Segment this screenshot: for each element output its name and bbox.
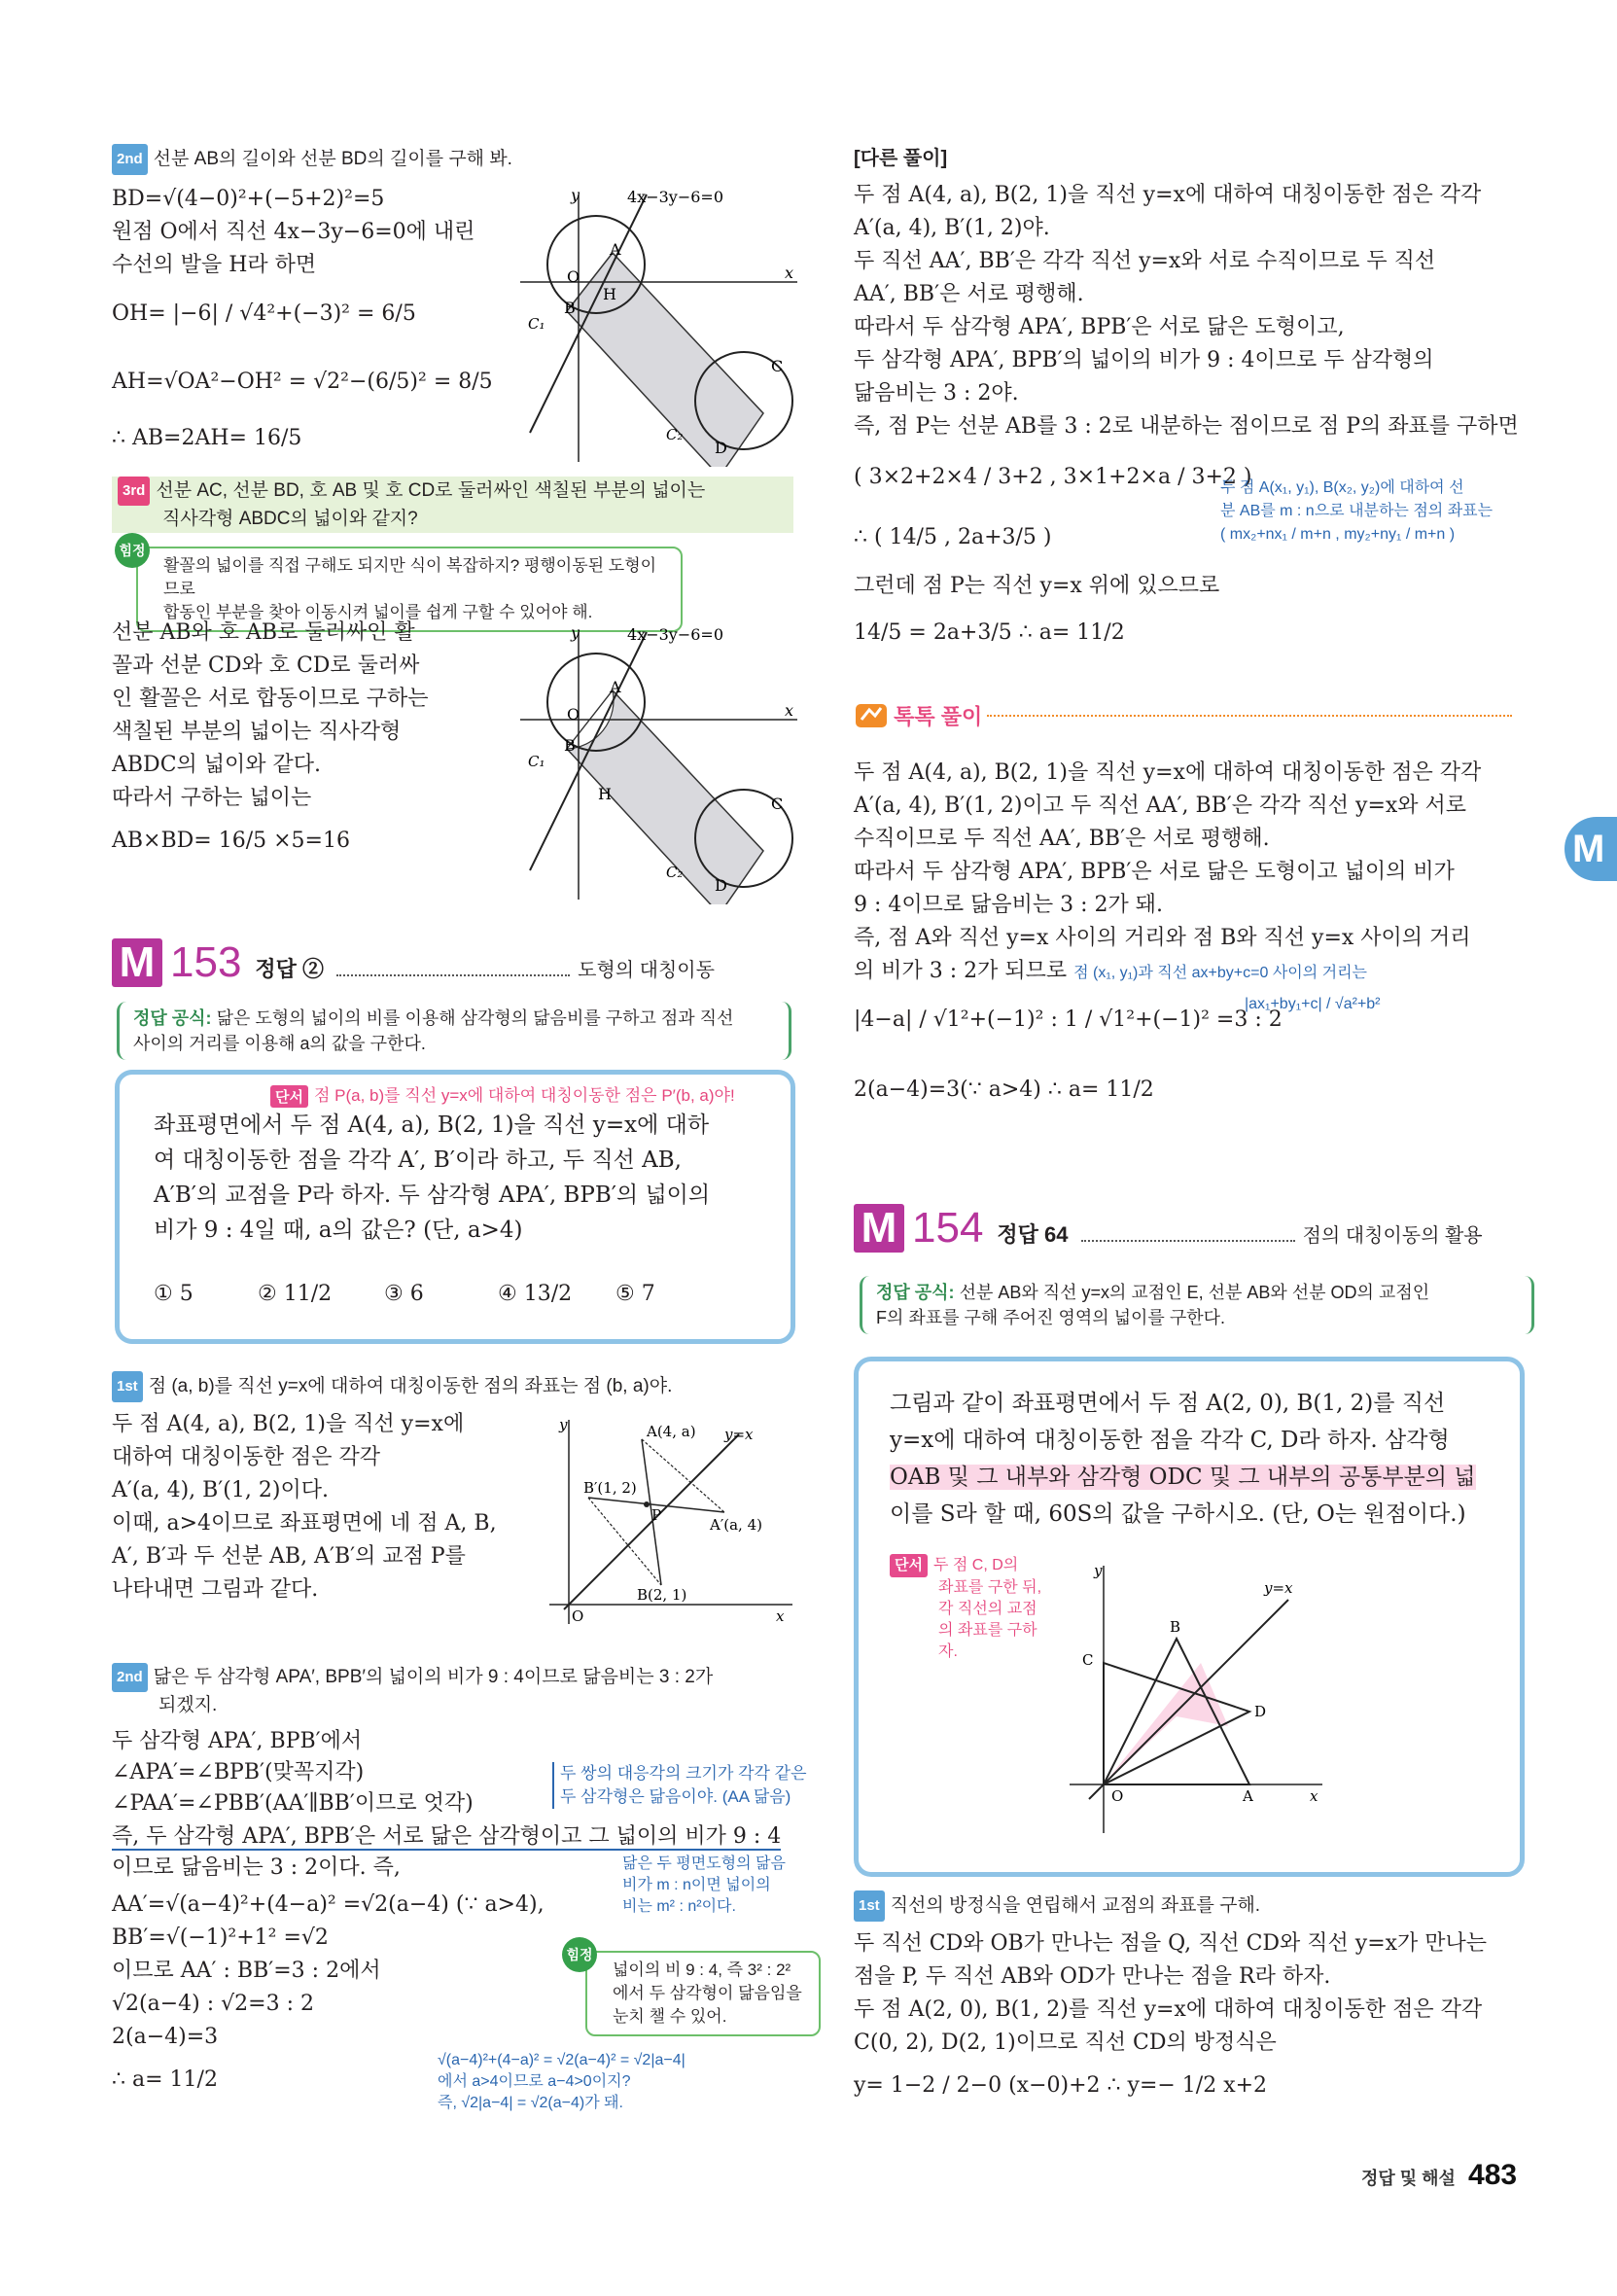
note-text: 두 점 A(x₁, y₁), B(x₂, y₂)에 대하여 선 (1220, 479, 1464, 496)
note-text: 비는 m² : n²이다. (622, 1898, 736, 1915)
hint-text: 눈치 챌 수 있어. (613, 2007, 727, 2026)
circle-label-c2: C₂ (666, 426, 684, 443)
underlined-text: 즉, 두 삼각형 APA′, BPB′은 서로 닮은 삼각형이고 그 넓이의 비가 9 : 4 (112, 1824, 782, 1849)
hint-text: 넓이의 비 9 : 4, 즉 3² : 2² (613, 1960, 791, 1979)
note-text: 분 AB를 m : n으로 내분하는 점의 좌표는 (1220, 503, 1494, 519)
text-line: 두 삼각형 APA′, BPB′의 넓이의 비가 9 : 4이므로 두 삼각형의 (854, 348, 1434, 372)
text-line: 꼴과 선분 CD와 호 CD로 둘러싸 (112, 653, 420, 678)
text-line: 따라서 구하는 넓이는 (112, 786, 312, 810)
problem-header-154 (854, 1204, 1525, 1256)
step-title-text: 닮은 두 삼각형 APA′, BPB′의 넓이의 비가 9 : 4이므로 닮음비는 3 : 2가 (153, 1667, 714, 1688)
text-line: C(0, 2), D(2, 1)이므로 직선 CD의 방정식은 (854, 2031, 1277, 2055)
step-title-text: 직선의 방정식을 연립해서 교점의 좌표를 구해. (890, 1895, 1261, 1917)
circle-label-c1: C₁ (528, 753, 545, 770)
formula-text: 사이의 거리를 이용해 a의 값을 구한다. (133, 1034, 426, 1053)
question-line: 그림과 같이 좌표평면에서 두 점 A(2, 0), B(1, 2)를 직선 (890, 1391, 1446, 1416)
tok-title: 톡톡 풀이 (894, 704, 983, 729)
point-label-d: D (1254, 1703, 1267, 1720)
step-title-text: 선분 AB의 길이와 선분 BD의 길이를 구해 봐. (153, 149, 512, 170)
clue-badge: 단서 (890, 1554, 928, 1577)
figure-triangles (1055, 1556, 1327, 1848)
hint-box (585, 1951, 821, 2036)
line-label: y=x (724, 1426, 754, 1443)
point-label-a: A (610, 678, 621, 696)
formula-line: 2(a−4)=3 (112, 2025, 219, 2049)
step-title-text: 되겠지. (158, 1695, 218, 1715)
point-label-h: H (598, 785, 612, 803)
axis-label-x: x (785, 701, 794, 720)
leader-dots (1081, 1240, 1295, 1242)
shaded-rectangle (567, 253, 763, 467)
formula-line: y= 1−2 / 2−0 (x−0)+2 ∴ y=− 1/2 x+2 (854, 2073, 1268, 2098)
text-line: ABDC의 넓이와 같다. (112, 753, 322, 777)
axis-label-y: y (559, 1416, 568, 1433)
point-label-b: B (564, 736, 576, 755)
step-1st-title (854, 1890, 1260, 1922)
text-line: 닮음비는 3 : 2야. (854, 381, 1019, 406)
text-line: 두 직선 CD와 OB가 만나는 점을 Q, 직선 CD와 직선 y=x가 만나는 (854, 1931, 1488, 1956)
formula-line: AA′=√(a−4)²+(4−a)² =√2(a−4) (∵ a>4), (112, 1892, 545, 1917)
text-line: 9 : 4이므로 닮음비는 3 : 2가 돼. (854, 893, 1164, 917)
formula-text: 닮은 도형의 넓이의 비를 이용해 삼각형의 닮음비를 구하고 점과 직선 (216, 1008, 734, 1028)
line-label: 4x−3y−6=0 (627, 188, 723, 206)
point-label-b: B (1170, 1618, 1181, 1636)
problem-logo: M (112, 938, 162, 987)
page-footer (1361, 2159, 1517, 2192)
problem-number: 154 (912, 1204, 984, 1252)
formula-text: 선분 AB와 직선 y=x의 교점인 E, 선분 AB와 선분 OD의 교점인 (959, 1283, 1430, 1302)
point-label-b: B(2, 1) (637, 1586, 687, 1604)
side-note (438, 2050, 685, 2114)
text-line: 선분 AB와 호 AB로 둘러싸인 활 (112, 620, 415, 645)
text-segment: 의 비가 3 : 2가 되므로 (854, 959, 1068, 983)
question-line (890, 1463, 1476, 1492)
problem-header-153 (112, 938, 788, 991)
text-line: AA′, BB′은 서로 평행해. (854, 282, 1084, 306)
note-text: |ax₁+by₁+c| / √a²+b² (1245, 996, 1381, 1012)
choice-4[interactable]: ④ 13/2 (498, 1282, 573, 1306)
text-line: A′, B′과 두 선분 AB, A′B′의 교점 P를 (112, 1544, 466, 1569)
tok-divider (987, 715, 1512, 717)
text-line: A′(a, 4), B′(1, 2)야. (854, 216, 1050, 240)
question-line: 비가 9 : 4일 때, a의 값은? (단, a>4) (154, 1218, 523, 1243)
line-y-equals-x (1089, 1600, 1288, 1799)
question-line: 여 대칭이동한 점을 각각 A′, B′이라 하고, 두 직선 AB, (154, 1148, 682, 1173)
step-3rd-title (112, 477, 793, 533)
formula-line: ( 3×2+2×4 / 3+2 , 3×1+2×a / 3+2 ) (854, 465, 1252, 489)
clue-line (270, 1081, 735, 1108)
point-label-b-prime: B′(1, 2) (583, 1479, 637, 1497)
formula-line: BB′=√(−1)²+1² =√2 (112, 1925, 329, 1950)
note-text: 에서 a>4이므로 a−4>0이지? (438, 2073, 631, 2090)
clue-text: 각 직선의 교점 (938, 1601, 1037, 1617)
hint-badge: 힘정 (562, 1937, 597, 1972)
choice-2[interactable]: ② 11/2 (258, 1282, 333, 1306)
note-text: 비가 m : n이면 넓이의 (622, 1877, 771, 1893)
text-line: ∠PAA′=∠PBB′(AA′∥BB′이므로 엇각) (112, 1791, 474, 1816)
note-text: 즉, √2|a−4| = √2(a−4)가 돼. (438, 2095, 623, 2111)
hint-text: 합동인 부분을 찾아 이동시켜 넓이를 쉽게 구할 수 있어야 해. (163, 603, 593, 621)
text-line: 두 직선 AA′, BB′은 각각 직선 y=x와 서로 수직이므로 두 직선 (854, 249, 1436, 273)
formula-box (860, 1276, 1534, 1334)
text-line: A′(a, 4), B′(1, 2)이다. (112, 1478, 329, 1502)
point-label-o: O (567, 705, 580, 724)
note-text: 닮은 두 평면도형의 닮음 (622, 1855, 786, 1872)
text-line: 원점 O에서 직선 4x−3y−6=0에 내린 (112, 220, 475, 244)
answer-formula: ∴ a= 11/2 (112, 2067, 218, 2092)
text-line: 따라서 두 삼각형 APA′, BPB′은 서로 닮은 도형이고 넓이의 비가 (854, 860, 1455, 884)
answer-formula: 2(a−4)=3(∵ a>4) ∴ a= 11/2 (854, 1077, 1154, 1102)
formula-label: 정답 공식: (876, 1283, 955, 1302)
line-label: 4x−3y−6=0 (627, 625, 723, 644)
point-label-o: O (567, 267, 580, 286)
point-label-c: C (1082, 1651, 1094, 1669)
choice-5[interactable]: ⑤ 7 (615, 1282, 655, 1306)
axis-label-y: y (1094, 1562, 1103, 1579)
side-note (622, 1854, 786, 1918)
text-line: 수직이므로 두 직선 AA′, BB′은 서로 평행해. (854, 827, 1270, 851)
text-line: 이때, a>4이므로 좌표평면에 네 점 A, B, (112, 1511, 497, 1536)
point-label-d: D (715, 876, 727, 895)
tok-icon (854, 700, 889, 731)
step-badge: 2nd (112, 1663, 148, 1692)
bd-formula: BD=√(4−0)²+(−5+2)²=5 (112, 187, 385, 211)
question-line: A′B′의 교점을 P라 하자. 두 삼각형 APA′, BPB′의 넓이의 (154, 1183, 711, 1208)
point-label-c: C (771, 795, 784, 813)
answer-formula: 14/5 = 2a+3/5 ∴ a= 11/2 (854, 620, 1125, 645)
step-title-text: 직사각형 ABDC의 넓이와 같지? (162, 509, 418, 529)
axis-label-x: x (776, 1607, 785, 1625)
ah-formula: AH=√OA²−OH² = √2²−(6/5)² = 8/5 (112, 370, 493, 394)
formula-label: 정답 공식: (133, 1008, 212, 1028)
point-label-c: C (771, 357, 784, 375)
point-label-a: A(4, a) (647, 1423, 696, 1440)
point-label-p: P (651, 1506, 662, 1524)
note-text: ( mx₂+nx₁ / m+n , my₂+ny₁ / m+n ) (1220, 526, 1456, 543)
clue-badge: 단서 (270, 1085, 308, 1108)
segment-aa1 (642, 1439, 724, 1512)
topic-label: 점의 대칭이동의 활용 (1302, 1225, 1483, 1247)
axis-label-y: y (571, 186, 580, 204)
text-line: A′(a, 4), B′(1, 2)이고 두 직선 AA′, BB′은 각각 직선 y=x와 서로 (854, 794, 1467, 818)
formula-line: |4−a| / √1²+(−1)² : 1 / √1²+(−1)² =3 : 2 (854, 1007, 1283, 1032)
text-line (112, 1822, 781, 1852)
clue-text: 좌표를 구한 뒤, (938, 1579, 1042, 1596)
text-line: 대하여 대칭이동한 점은 각각 (112, 1445, 381, 1469)
formula-line: √2(a−4) : √2=3 : 2 (112, 1992, 314, 2016)
step-title-text: 선분 AC, 선분 BD, 호 AB 및 호 CD로 둘러싸인 색칠된 부분의 넓이는 (156, 480, 706, 502)
text-line: 따라서 두 삼각형 APA′, BPB′은 서로 닮은 도형이고, (854, 315, 1345, 339)
clue-text: 자. (938, 1643, 958, 1660)
point-label-a: A (1243, 1787, 1253, 1805)
chapter-tab: M (1564, 817, 1617, 881)
point-label-d: D (715, 439, 727, 457)
circle-label-c1: C₁ (528, 315, 545, 333)
topic-label: 도형의 대칭이동 (578, 960, 715, 981)
point-label-a: A (610, 240, 621, 259)
text-line: 인 활꼴은 서로 합동이므로 구하는 (112, 687, 429, 711)
highlighted-text: OAB 및 그 내부와 삼각형 ODC 및 그 내부의 공통부분의 넓 (890, 1465, 1476, 1490)
formula-text: F의 좌표를 구해 주어진 영역의 넓이를 구한다. (876, 1308, 1225, 1327)
step-badge: 2nd (112, 144, 148, 175)
side-note (1220, 477, 1493, 547)
axis-label-y: y (571, 623, 580, 642)
alt-solution-title: [다른 풀이] (854, 148, 948, 169)
hint-text: 에서 두 삼각형이 닮음임을 (613, 1984, 802, 2002)
point-label-o: O (572, 1607, 584, 1625)
ab-formula: ∴ AB=2AH= 16/5 (112, 426, 302, 450)
step-2nd-title (112, 144, 512, 175)
text-line: 색칠된 부분의 넓이는 직사각형 (112, 720, 402, 744)
text-line (854, 957, 1367, 988)
answer-label: 정답 64 (997, 1222, 1069, 1247)
text-line: 즉, 점 A와 직선 y=x 사이의 거리와 점 B와 직선 y=x 사이의 거리 (854, 926, 1471, 950)
text-line: 점을 P, 두 직선 AB와 OD가 만나는 점을 R라 하자. (854, 1964, 1331, 1989)
figure-reflection (545, 1415, 797, 1634)
figure-circles-translation (520, 185, 802, 467)
text-line: ∠APA′=∠BPB′(맞꼭지각) (112, 1760, 365, 1784)
oh-formula: OH= |−6| / √4²+(−3)² = 6/5 (112, 301, 416, 326)
leader-dots (336, 974, 570, 976)
text-line: 두 점 A(4, a), B(2, 1)을 직선 y=x에 (112, 1412, 465, 1436)
note-text: 점 (x₁, y₁)과 직선 ax+by+c=0 사이의 거리는 (1073, 965, 1367, 981)
point-label-a-prime: A′(a, 4) (710, 1516, 762, 1534)
page-number: 483 (1468, 2159, 1518, 2191)
tok-header (854, 700, 1525, 735)
point-p (644, 1501, 650, 1507)
text-line: 나타내면 그림과 같다. (112, 1577, 319, 1602)
question-line: y=x에 대하여 대칭이동한 점을 각각 C, D라 하자. 삼각형 (890, 1428, 1450, 1453)
text-line: 이므로 닮음비는 3 : 2이다. 즉, (112, 1855, 401, 1880)
choice-1[interactable]: ① 5 (154, 1282, 193, 1306)
note-text: 두 쌍의 대응각의 크기가 각각 같은 (560, 1764, 807, 1783)
text-line: 두 점 A(4, a), B(2, 1)을 직선 y=x에 대하여 대칭이동한 점은 각각 (854, 760, 1482, 785)
text-line: 수선의 발을 H라 하면 (112, 253, 317, 277)
clue-text: 두 점 C, D의 (932, 1557, 1019, 1574)
choice-3[interactable]: ③ 6 (384, 1282, 424, 1306)
area-formula: AB×BD= 16/5 ×5=16 (112, 829, 350, 853)
text-line: 두 삼각형 APA′, BPB′에서 (112, 1729, 363, 1753)
answer-label: 정답 ② (255, 957, 325, 981)
step-badge: 1st (854, 1890, 885, 1922)
formula-line: 이므로 AA′ : BB′=3 : 2에서 (112, 1959, 381, 1983)
step-2nd-title (112, 1663, 713, 1719)
hint-text: 활꼴의 넓이를 직접 구해도 되지만 식이 복잡하지? 평행이동된 도형이므로 (163, 556, 657, 598)
text-line: 두 점 A(4, a), B(2, 1)을 직선 y=x에 대하여 대칭이동한 점은 각각 (854, 183, 1482, 207)
formula-box (117, 1002, 791, 1060)
formula-line: ∴ ( 14/5 , 2a+3/5 ) (854, 525, 1052, 549)
axis-label-x: x (1310, 1787, 1318, 1805)
clue-text: 의 좌표를 구하 (938, 1622, 1037, 1639)
text-line: 두 점 A(2, 0), B(1, 2)를 직선 y=x에 대하여 대칭이동한 점은 각각 (854, 1997, 1483, 2022)
segment-bb1 (588, 1498, 661, 1585)
triangle-odc (1104, 1663, 1249, 1784)
note-text: √(a−4)²+(4−a)² = √2(a−4)² = √2|a−4| (438, 2052, 685, 2068)
clue-box (890, 1554, 1041, 1663)
note-text: 두 삼각형은 닮음이야. (AA 닮음) (560, 1787, 791, 1806)
question-line: 이를 S라 할 때, 60S의 값을 구하시오. (단, O는 원점이다.) (890, 1501, 1466, 1527)
side-note (552, 1762, 807, 1809)
point-label-b: B (564, 299, 576, 317)
step-badge: 3rd (118, 477, 150, 506)
point-label-h: H (603, 285, 616, 303)
hint-badge: 힘정 (115, 533, 150, 568)
clue-text: 점 P(a, b)를 직선 y=x에 대하여 대칭이동한 점은 P′(b, a)야! (313, 1086, 735, 1105)
problem-number: 153 (170, 938, 242, 986)
step-1st-title (112, 1371, 672, 1402)
circle-label-c2: C₂ (666, 864, 684, 881)
question-line: 좌표평면에서 두 점 A(4, a), B(2, 1)을 직선 y=x에 대하 (154, 1113, 710, 1138)
figure-circles-segments (520, 622, 802, 904)
line-label: y=x (1264, 1579, 1293, 1597)
text-line: 즉, 점 P는 선분 AB를 3 : 2로 내분하는 점이므로 점 P의 좌표를 구하면 (854, 414, 1519, 439)
footer-label: 정답 및 해설 (1361, 2169, 1456, 2188)
problem-logo: M (854, 1204, 904, 1253)
step-badge: 1st (112, 1371, 143, 1402)
text-line: 그런데 점 P는 직선 y=x 위에 있으므로 (854, 574, 1220, 598)
axis-label-x: x (785, 264, 794, 282)
step-title-text: 점 (a, b)를 직선 y=x에 대하여 대칭이동한 점의 좌표는 점 (b, a)야. (148, 1376, 673, 1397)
point-label-o: O (1111, 1787, 1124, 1805)
